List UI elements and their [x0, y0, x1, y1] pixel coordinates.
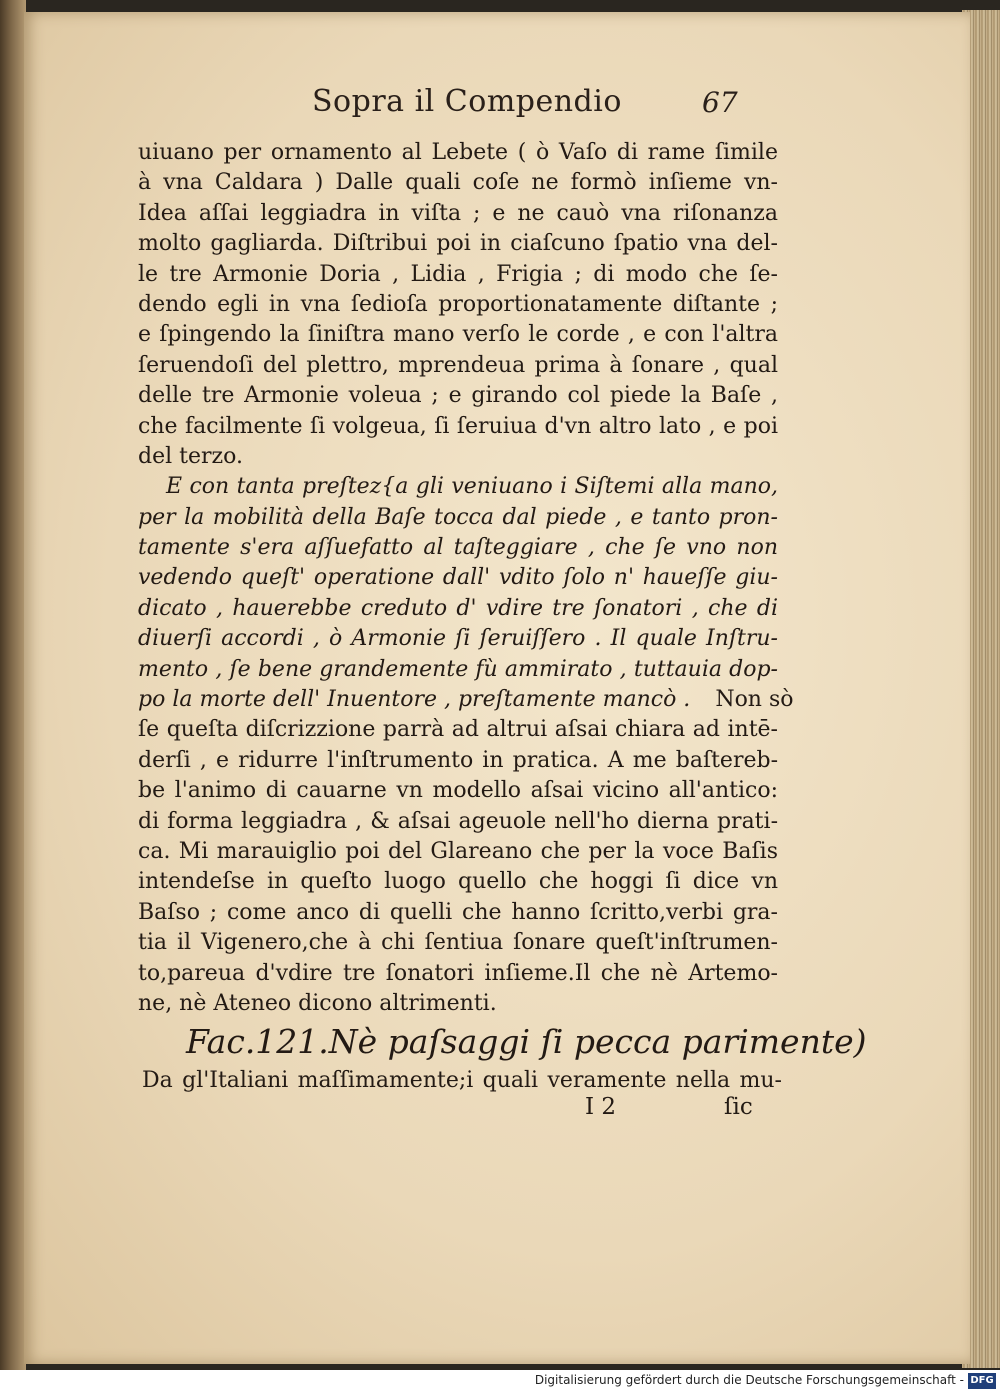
italic-line: tamente s'era aſſuefatto al taſteggiare , che ſe vno non	[138, 535, 778, 561]
text-line: intendeſse in queſto luogo quello che hoggi ſi dice vn	[138, 869, 778, 895]
funding-credit: Digitalisierung gefördert durch die Deutsche Forschungsgemeinschaft -	[534, 1373, 964, 1387]
text-line: di forma leggiadra , & aſsai ageuole nell'ho dierna prati-	[138, 808, 778, 834]
text-line: Baſso ; come anco di quelli che hanno ſcritto,verbi gra-	[138, 899, 778, 925]
text-line: le tre Armonie Doria , Lidia , Frigia ; di modo che ſe-	[138, 261, 778, 287]
text-line: ſe queſta diſcrizzione parrà ad altrui aſsai chiara ad intē-	[138, 717, 778, 743]
book-binding-edge	[0, 0, 26, 1370]
signature-mark: I 2	[585, 1094, 617, 1120]
mixed-line-roman: Non sò	[715, 687, 794, 713]
text-line: delle tre Armonie voleua ; e girando col piede la Baſe ,	[138, 383, 778, 409]
text-line: Idea aſſai leggiadra in viſta ; e ne cauò vna riſonanza	[138, 200, 778, 226]
text-line: ca. Mi marauiglio poi del Glareano che per la voce Baſis	[138, 838, 778, 864]
text-line: che facilmente ſi volgeua, ſi ſeruiua d'vn altro lato , e poi	[138, 413, 778, 439]
text-line: ne, nè Ateneo dicono altrimenti.	[138, 990, 497, 1016]
mixed-line-italic: po la morte dell' Inuentore , preſtamente mancò .	[138, 687, 691, 713]
running-head: Sopra il Compendio	[312, 84, 622, 119]
italic-line: dicato , hauerebbe creduto d' vdire tre ſonatori , che di	[138, 595, 778, 621]
text-line: uiuano per ornamento al Lebete ( ò Vaſo di rame ſimile	[138, 140, 778, 165]
text-line: derſi , e ridurre l'inſtrumento in pratica. A me baſtereb-	[138, 747, 778, 773]
catchword: ſic	[724, 1094, 753, 1120]
page-number: 67	[702, 86, 738, 119]
mixed-line	[138, 685, 794, 715]
italic-line: E con tanta preſtez{a gli veniuano i Siſtemi alla mano,	[166, 474, 778, 500]
dfg-logo-icon: DFG	[968, 1373, 996, 1389]
text-line: dendo egli in vna ſedioſa proportionatamente diſtante ;	[138, 291, 778, 317]
italic-line: diuerſi accordi , ò Armonie ſi ſeruiſſero . Il quale Inſtru-	[138, 626, 778, 652]
page-header	[24, 84, 970, 128]
text-line: Da gl'Italiani maſſimamente;i quali veramente nella mu-	[142, 1068, 782, 1093]
text-line: del terzo.	[138, 443, 243, 469]
text-line: à vna Caldara ) Dalle quali coſe ne formò inſieme vn-	[138, 170, 778, 196]
footer-bar	[0, 1370, 1000, 1393]
italic-line: mento , ſe bene grandemente fù ammirato , tuttauia dop-	[138, 656, 778, 682]
text-line: tia il Vigenero,che à chi ſentiua ſonare queſt'inſtrumen-	[138, 930, 778, 956]
text-line: to,pareua d'vdire tre ſonatori inſieme.Il che nè Artemo-	[138, 960, 778, 986]
text-line: molto gagliarda. Diſtribui poi in ciaſcuno ſpatio vna del-	[138, 231, 778, 257]
section-heading: Fac.121.Nè paſsaggi ſi pecca parimente)	[186, 1022, 867, 1061]
italic-line: vedendo queſt' operatione dall' vdito ſolo n' haueſſe giu-	[138, 565, 778, 591]
text-line: e ſpingendo la ſiniſtra mano verſo le corde , e con l'altra	[138, 322, 778, 348]
main-text	[138, 138, 794, 1019]
text-line: ſeruendoſi del plettro, mprendeua prima à ſonare , qual	[138, 352, 778, 378]
italic-line: per la mobilità della Baſe tocca dal piede , e tanto pron-	[138, 504, 778, 530]
text-line: be l'animo di cauarne vn modello aſsai vicino all'antico:	[138, 778, 778, 804]
